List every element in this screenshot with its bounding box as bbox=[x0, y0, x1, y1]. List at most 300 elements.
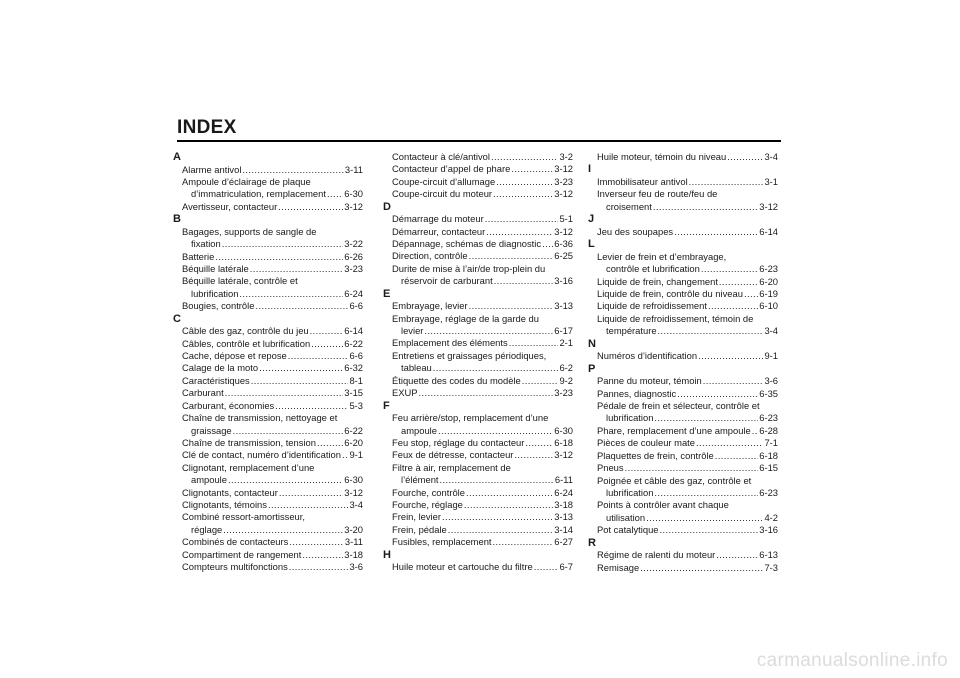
index-entry bbox=[588, 188, 778, 213]
page-reference: 3-12 bbox=[554, 163, 573, 175]
entry-line bbox=[182, 487, 363, 499]
index-entry bbox=[588, 350, 778, 362]
dot-leader bbox=[522, 375, 559, 387]
entry-term: Liquide de frein, changement bbox=[597, 275, 718, 287]
index-entry bbox=[173, 499, 363, 511]
dot-leader bbox=[302, 549, 343, 561]
page-reference: 6-24 bbox=[554, 486, 573, 498]
index-entry bbox=[588, 437, 778, 449]
index-entry bbox=[173, 462, 363, 487]
entry-line bbox=[392, 511, 573, 523]
entry-term: Huile moteur et cartouche du filtre bbox=[392, 561, 533, 573]
page-reference: 3-12 bbox=[344, 486, 363, 498]
entry-term: Compartiment de rangement bbox=[182, 548, 302, 560]
page-reference: 6-22 bbox=[344, 337, 363, 349]
index-entry bbox=[173, 412, 363, 437]
entry-term: Chaîne de transmission, tension bbox=[182, 436, 316, 448]
dot-leader bbox=[268, 499, 348, 511]
dot-leader bbox=[464, 499, 553, 511]
entry-line bbox=[392, 325, 573, 337]
entry-term: Liquide de refroidissement bbox=[597, 300, 707, 312]
entry-term: Bagages, supports de sangle de bbox=[182, 225, 317, 237]
dot-leader bbox=[433, 362, 559, 374]
entry-line bbox=[392, 263, 573, 275]
index-column-2 bbox=[383, 151, 573, 574]
entry-term: Ampoule d’éclairage de plaque bbox=[182, 176, 311, 187]
section-letter: D bbox=[383, 200, 391, 213]
entry-term: Coupe-circuit d’allumage bbox=[392, 175, 496, 187]
page-reference: 3-11 bbox=[344, 536, 363, 548]
entry-term: Caractéristiques bbox=[182, 374, 250, 386]
entry-term: Contacteur à clé/antivol bbox=[392, 151, 490, 162]
index-column-3 bbox=[588, 151, 778, 574]
dot-leader bbox=[288, 350, 349, 362]
entry-term: Embrayage, levier bbox=[392, 300, 468, 312]
page-reference: 3-14 bbox=[554, 523, 573, 535]
section-letter: P bbox=[588, 362, 596, 375]
entry-term: Câble des gaz, contrôle du jeu bbox=[182, 325, 309, 337]
entry-line bbox=[392, 474, 573, 486]
entry-term: Durite de mise à l’air/de trop-plein du bbox=[392, 262, 546, 274]
entry-line bbox=[597, 437, 778, 449]
entry-line bbox=[182, 325, 363, 337]
entry-term: Embrayage, réglage de la garde du bbox=[392, 312, 539, 324]
entry-line bbox=[597, 562, 778, 574]
page-reference: 6-18 bbox=[759, 449, 778, 461]
dot-leader bbox=[654, 412, 758, 424]
entry-line bbox=[597, 375, 778, 387]
entry-term: utilisation bbox=[606, 511, 646, 523]
entry-term: Remisage bbox=[597, 561, 640, 573]
index-entry bbox=[383, 238, 573, 250]
entry-line bbox=[182, 275, 363, 287]
index-entry bbox=[173, 449, 363, 461]
entry-term: Clignotants, témoins bbox=[182, 498, 267, 510]
entry-line bbox=[182, 536, 363, 548]
index-entry bbox=[173, 201, 363, 213]
dot-leader bbox=[493, 536, 554, 548]
entry-line bbox=[597, 475, 778, 487]
index-entry bbox=[173, 275, 363, 300]
page-reference: 3-18 bbox=[554, 498, 573, 510]
entry-term: Carburant, économies bbox=[182, 399, 275, 411]
entry-term: levier bbox=[401, 325, 424, 337]
page-reference: 6-14 bbox=[344, 325, 363, 337]
entry-term: graissage bbox=[191, 424, 232, 436]
entry-line bbox=[182, 524, 363, 536]
index-entry bbox=[173, 251, 363, 263]
entry-line bbox=[392, 487, 573, 499]
entry-line bbox=[597, 288, 778, 300]
entry-term: Immobilisateur antivol bbox=[597, 176, 688, 187]
page-reference: 6-10 bbox=[759, 300, 778, 312]
dot-leader bbox=[419, 387, 554, 399]
dot-leader bbox=[701, 263, 758, 275]
dot-leader bbox=[279, 487, 343, 499]
page-reference: 6-18 bbox=[554, 436, 573, 448]
entry-term: lubrification bbox=[606, 412, 654, 424]
entry-line bbox=[182, 511, 363, 523]
dot-leader bbox=[215, 251, 343, 263]
index-entry bbox=[383, 536, 573, 548]
entry-line bbox=[597, 388, 778, 400]
page-reference: 5-1 bbox=[559, 213, 573, 225]
page-reference: 6-11 bbox=[554, 474, 573, 486]
dot-leader bbox=[727, 151, 763, 163]
entry-term: Frein, levier bbox=[392, 511, 441, 523]
entry-term: Cache, dépose et repose bbox=[182, 350, 287, 362]
index-entry bbox=[383, 387, 573, 399]
entry-term: Feux de détresse, contacteur bbox=[392, 449, 514, 461]
dot-leader bbox=[485, 213, 559, 225]
section-letter: B bbox=[173, 213, 181, 226]
entry-term: Béquille latérale bbox=[182, 263, 249, 275]
page-reference: 6-6 bbox=[349, 350, 363, 362]
entry-line bbox=[182, 462, 363, 474]
index-entry bbox=[383, 313, 573, 338]
index-entry bbox=[383, 462, 573, 487]
index-entry bbox=[383, 188, 573, 200]
dot-leader bbox=[689, 176, 764, 188]
entry-term: Fourche, réglage bbox=[392, 498, 463, 510]
entry-term: Coupe-circuit du moteur bbox=[392, 188, 493, 200]
entry-line bbox=[597, 201, 778, 213]
page-reference: 6-20 bbox=[759, 275, 778, 287]
entry-term: Étiquette des codes du modèle bbox=[392, 374, 521, 386]
dot-leader bbox=[719, 276, 758, 288]
index-entry bbox=[173, 164, 363, 176]
entry-line bbox=[392, 163, 573, 175]
dot-leader bbox=[640, 562, 763, 574]
dot-leader bbox=[509, 337, 559, 349]
dot-leader bbox=[654, 487, 758, 499]
entry-line bbox=[182, 549, 363, 561]
section-letter: F bbox=[383, 399, 390, 412]
index-entry bbox=[383, 375, 573, 387]
entry-term: Feu arrière/stop, remplacement d’une bbox=[392, 412, 549, 424]
entry-term: ampoule bbox=[191, 474, 227, 486]
page-reference: 3-16 bbox=[554, 275, 573, 287]
entry-line bbox=[182, 437, 363, 449]
dot-leader bbox=[703, 375, 764, 387]
entry-term: Feu stop, réglage du contacteur bbox=[392, 436, 525, 448]
index-column-1 bbox=[173, 151, 363, 573]
entry-line bbox=[597, 487, 778, 499]
entry-term: fixation bbox=[191, 238, 221, 250]
dot-leader bbox=[625, 462, 759, 474]
index-entry bbox=[383, 487, 573, 499]
index-entry bbox=[588, 388, 778, 400]
page-reference: 3-13 bbox=[554, 300, 573, 312]
entry-term: Clé de contact, numéro d’identification bbox=[182, 449, 341, 461]
entry-line bbox=[392, 387, 573, 399]
entry-term: Huile moteur, témoin du niveau bbox=[597, 151, 727, 162]
dot-leader bbox=[289, 536, 344, 548]
entry-line bbox=[392, 151, 573, 163]
page-reference: 9-1 bbox=[349, 449, 363, 461]
dot-leader bbox=[660, 524, 759, 536]
page-reference: 6-13 bbox=[759, 549, 778, 561]
page-reference: 3-4 bbox=[349, 498, 363, 510]
page-reference: 8-1 bbox=[349, 374, 363, 386]
page-reference: 3-20 bbox=[344, 523, 363, 535]
entry-line bbox=[392, 275, 573, 287]
index-entry bbox=[383, 437, 573, 449]
index-entry bbox=[588, 549, 778, 561]
dot-leader bbox=[674, 226, 758, 238]
entry-term: Alarme antivol bbox=[182, 163, 242, 175]
page-reference: 3-22 bbox=[344, 238, 363, 250]
entry-term: lubrification bbox=[606, 486, 654, 498]
dot-leader bbox=[511, 163, 553, 175]
entry-line bbox=[597, 176, 778, 188]
page-reference: 3-13 bbox=[554, 511, 573, 523]
entry-line bbox=[597, 251, 778, 263]
page-reference: 9-1 bbox=[764, 350, 778, 362]
page-reference: 7-3 bbox=[764, 561, 778, 573]
dot-leader bbox=[469, 300, 554, 312]
entry-term: Avertisseur, contacteur bbox=[182, 200, 278, 212]
entry-term: contrôle et lubrification bbox=[606, 263, 700, 275]
entry-line bbox=[182, 412, 363, 424]
dot-leader bbox=[496, 176, 553, 188]
dot-leader bbox=[466, 487, 553, 499]
dot-leader bbox=[275, 400, 348, 412]
dot-leader bbox=[239, 288, 343, 300]
entry-term: Combinés de contacteurs bbox=[182, 536, 289, 548]
dot-leader bbox=[469, 250, 554, 262]
section-letter: I bbox=[588, 163, 592, 176]
entry-line bbox=[392, 524, 573, 536]
dot-leader bbox=[646, 512, 763, 524]
entry-line bbox=[182, 288, 363, 300]
entry-line bbox=[597, 226, 778, 238]
index-entry bbox=[588, 375, 778, 387]
index-entry bbox=[173, 338, 363, 350]
entry-line bbox=[392, 375, 573, 387]
entry-line bbox=[597, 276, 778, 288]
section-letter: E bbox=[383, 287, 391, 300]
index-entry bbox=[588, 450, 778, 462]
dot-leader bbox=[289, 561, 349, 573]
index-entry bbox=[383, 350, 573, 375]
page-reference: 3-6 bbox=[349, 560, 363, 572]
page-reference: 6-36 bbox=[554, 238, 573, 250]
entry-line bbox=[182, 238, 363, 250]
entry-line bbox=[597, 499, 778, 511]
dot-leader bbox=[342, 449, 348, 461]
index-entry bbox=[173, 375, 363, 387]
entry-term: Clignotants, contacteur bbox=[182, 486, 278, 498]
entry-line bbox=[597, 524, 778, 536]
index-entry bbox=[173, 487, 363, 499]
entry-term: Pièces de couleur mate bbox=[597, 437, 695, 449]
entry-term: Points à contrôler avant chaque bbox=[597, 499, 729, 511]
index-entry bbox=[383, 561, 573, 573]
dot-leader bbox=[708, 300, 758, 312]
dot-leader bbox=[653, 201, 758, 213]
entry-term: Frein, pédale bbox=[392, 523, 447, 535]
page-reference: 7-1 bbox=[764, 437, 778, 449]
index-entry bbox=[383, 412, 573, 437]
entry-line bbox=[182, 362, 363, 374]
index-entry bbox=[588, 226, 778, 238]
entry-term: tableau bbox=[401, 362, 432, 374]
page-reference: 6-25 bbox=[554, 250, 573, 262]
index-entry bbox=[588, 300, 778, 312]
dot-leader bbox=[259, 362, 343, 374]
page-reference: 6-26 bbox=[344, 250, 363, 262]
index-entry bbox=[383, 337, 573, 349]
entry-term: lubrification bbox=[191, 287, 239, 299]
entry-line bbox=[182, 474, 363, 486]
entry-line bbox=[392, 188, 573, 200]
entry-line bbox=[392, 561, 573, 573]
entry-line bbox=[392, 412, 573, 424]
index-entry bbox=[588, 499, 778, 524]
entry-line bbox=[597, 188, 778, 200]
entry-term: l’élément bbox=[401, 474, 439, 486]
page-reference: 3-23 bbox=[554, 387, 573, 399]
page-reference: 9-2 bbox=[559, 374, 573, 386]
page-reference: 6-24 bbox=[344, 287, 363, 299]
entry-line bbox=[392, 462, 573, 474]
index-entry bbox=[173, 226, 363, 251]
entry-line bbox=[597, 263, 778, 275]
entry-line bbox=[182, 350, 363, 362]
entry-term: Pot catalytique bbox=[597, 524, 659, 536]
page-reference: 3-12 bbox=[554, 449, 573, 461]
entry-line bbox=[597, 313, 778, 325]
page-reference: 6-35 bbox=[759, 387, 778, 399]
entry-term: Panne du moteur, témoin bbox=[597, 375, 702, 387]
entry-line bbox=[597, 549, 778, 561]
page-reference: 3-23 bbox=[554, 175, 573, 187]
dot-leader bbox=[251, 375, 349, 387]
index-entry bbox=[173, 561, 363, 573]
page-reference: 6-30 bbox=[344, 188, 363, 200]
page-reference: 3-6 bbox=[764, 375, 778, 387]
page-reference: 6-7 bbox=[559, 561, 573, 573]
page-reference: 4-2 bbox=[764, 511, 778, 523]
index-entry bbox=[173, 362, 363, 374]
page-reference: 2-1 bbox=[559, 337, 573, 349]
page-reference: 6-14 bbox=[759, 225, 778, 237]
dot-leader bbox=[424, 325, 553, 337]
index-entry bbox=[173, 400, 363, 412]
index-entry bbox=[588, 462, 778, 474]
entry-term: Direction, contrôle bbox=[392, 250, 468, 262]
entry-term: Contacteur d’appel de phare bbox=[392, 163, 511, 175]
page-reference: 3-12 bbox=[554, 188, 573, 200]
section-letter: L bbox=[588, 238, 595, 251]
page-reference: 6-6 bbox=[349, 300, 363, 312]
entry-line bbox=[392, 226, 573, 238]
page-reference: 6-23 bbox=[759, 412, 778, 424]
dot-leader bbox=[677, 388, 758, 400]
index-entry bbox=[588, 425, 778, 437]
index-entry bbox=[588, 288, 778, 300]
page-reference: 6-30 bbox=[344, 474, 363, 486]
index-entry bbox=[588, 400, 778, 425]
index-entry bbox=[383, 449, 573, 461]
entry-line bbox=[182, 188, 363, 200]
index-entry bbox=[588, 475, 778, 500]
entry-term: Démarreur, contacteur bbox=[392, 225, 486, 237]
page-reference: 6-30 bbox=[554, 424, 573, 436]
dot-leader bbox=[228, 474, 343, 486]
dot-leader bbox=[448, 524, 554, 536]
entry-line bbox=[182, 176, 363, 188]
dot-leader bbox=[698, 350, 763, 362]
entry-term: Fusibles, remplacement bbox=[392, 536, 492, 548]
index-entry bbox=[383, 300, 573, 312]
page-reference: 3-23 bbox=[344, 263, 363, 275]
section-letter: C bbox=[173, 312, 181, 325]
entry-line bbox=[182, 425, 363, 437]
page-reference: 6-27 bbox=[554, 536, 573, 548]
dot-leader bbox=[278, 201, 343, 213]
entry-term: d’immatriculation, remplacement bbox=[191, 188, 326, 200]
entry-term: Levier de frein et d’embrayage, bbox=[597, 250, 727, 262]
entry-line bbox=[597, 151, 778, 163]
index-entry bbox=[383, 511, 573, 523]
dot-leader bbox=[486, 226, 553, 238]
page-reference: 3-2 bbox=[559, 151, 573, 162]
entry-term: Béquille latérale, contrôle et bbox=[182, 275, 298, 287]
entry-term: ampoule bbox=[401, 424, 437, 436]
entry-term: Bougies, contrôle bbox=[182, 300, 255, 312]
entry-term: Jeu des soupapes bbox=[597, 225, 674, 237]
entry-line bbox=[597, 425, 778, 437]
entry-line bbox=[182, 226, 363, 238]
entry-term: Démarrage du moteur bbox=[392, 213, 484, 225]
entry-line bbox=[182, 300, 363, 312]
page-reference: 5-3 bbox=[349, 399, 363, 411]
page-reference: 6-19 bbox=[759, 288, 778, 300]
entry-line bbox=[182, 375, 363, 387]
dot-leader bbox=[715, 450, 758, 462]
entry-line bbox=[182, 164, 363, 176]
index-entry bbox=[588, 313, 778, 338]
entry-line bbox=[597, 512, 778, 524]
dot-leader bbox=[223, 524, 343, 536]
section-letter: A bbox=[173, 151, 181, 163]
page-reference: 6-20 bbox=[344, 436, 363, 448]
dot-leader bbox=[440, 474, 554, 486]
page-reference: 3-11 bbox=[344, 163, 363, 175]
entry-line bbox=[182, 263, 363, 275]
entry-line bbox=[392, 213, 573, 225]
entry-line bbox=[597, 412, 778, 424]
entry-term: Clignotant, remplacement d’une bbox=[182, 461, 315, 473]
entry-line bbox=[182, 338, 363, 350]
entry-term: Numéros d’identification bbox=[597, 350, 698, 362]
entry-line bbox=[392, 536, 573, 548]
entry-term: Batterie bbox=[182, 250, 215, 262]
index-entry bbox=[173, 300, 363, 312]
dot-leader bbox=[222, 238, 344, 250]
entry-line bbox=[182, 499, 363, 511]
entry-term: Combiné ressort-amortisseur, bbox=[182, 511, 305, 523]
index-entry bbox=[173, 511, 363, 536]
entry-line bbox=[597, 350, 778, 362]
dot-leader bbox=[242, 164, 344, 176]
entry-term: Calage de la moto bbox=[182, 362, 259, 374]
entry-line bbox=[182, 251, 363, 263]
page-reference: 3-12 bbox=[759, 200, 778, 212]
entry-term: EXUP bbox=[392, 387, 418, 399]
